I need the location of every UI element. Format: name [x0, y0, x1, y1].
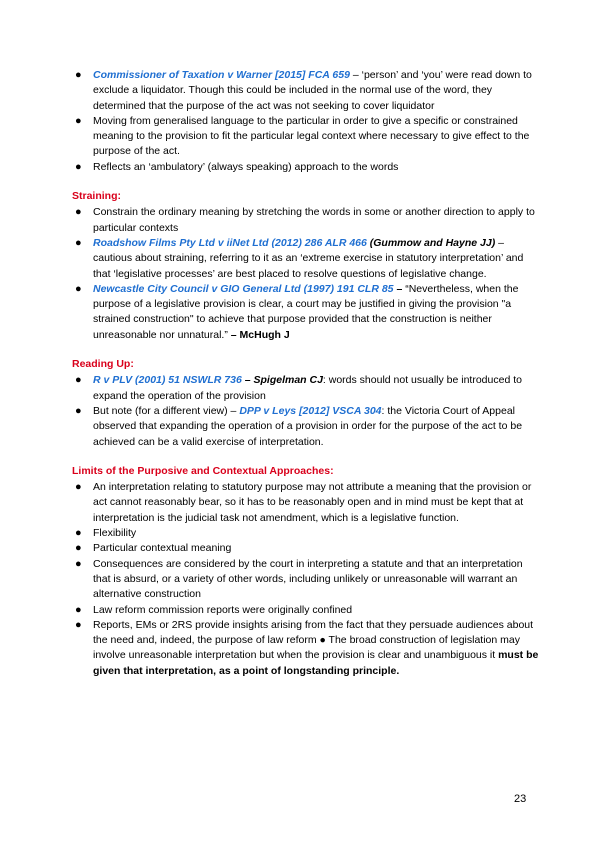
bullet-icon: ●: [75, 160, 82, 173]
dash-separator: –: [393, 282, 406, 295]
item-text: – ‘person’ and ‘you’ were read down to exclude a liquidator. Though this could be included in the normal use of the word, they determined that the purpose of the act was not seeking to cover liquidator: [93, 69, 532, 112]
bullet-icon: ●: [75, 603, 82, 616]
item-text: Reflects an ‘ambulatory’ (always speaking) approach to the words: [93, 160, 399, 173]
list-item: [72, 618, 540, 679]
bullet-icon: ●: [75, 542, 82, 555]
item-text: But note (for a different view) –: [93, 404, 240, 417]
bullet-icon: ●: [75, 114, 82, 127]
item-text: : words should not usually be introduced to expand the operation of the provision: [93, 374, 522, 402]
item-text: Flexibility: [93, 527, 137, 540]
list-item: [72, 114, 540, 160]
list-item: [72, 236, 540, 282]
case-citation: R v PLV (2001) 51 NSWLR 736: [93, 374, 242, 387]
judge-label: – McHugh J: [227, 328, 290, 341]
list-item: [72, 160, 540, 175]
bullet-icon: ●: [75, 557, 82, 570]
list-item: [72, 557, 540, 603]
item-text: Particular contextual meaning: [93, 542, 232, 555]
section-heading-limits: Limits of the Purposive and Contextual Approaches:: [72, 464, 334, 477]
bold-emphasis: must be given that interpretation, as a point of longstanding principle.: [93, 649, 539, 677]
judge-label: – Spigelman CJ: [241, 374, 323, 387]
bullet-list-reading-up: [72, 373, 540, 449]
judges-label: (Gummow and Hayne JJ): [366, 236, 496, 249]
list-item: [72, 526, 540, 541]
section-heading-straining: Straining:: [72, 190, 121, 203]
list-item: [72, 282, 540, 343]
bullet-list-limits: [72, 480, 540, 679]
list-item: [72, 541, 540, 556]
bullet-icon: ●: [75, 527, 82, 540]
page-number: 23: [514, 793, 527, 805]
case-citation: Roadshow Films Pty Ltd v iiNet Ltd (2012) 286 ALR 466: [93, 236, 367, 249]
list-item: [72, 373, 540, 404]
case-citation: Commissioner of Taxation v Warner [2015] FCA 659: [93, 69, 350, 81]
bullet-icon: ●: [75, 282, 82, 295]
bullet-icon: ●: [75, 69, 82, 81]
quote-text: “Nevertheless, when the purpose of a legislative provision is clear, a court may be justified in giving the provision "a strained construction" to achieve that purpose provided that the construction is neither unreasonable nor unnatural.”: [93, 282, 519, 341]
item-text: Moving from generalised language to the particular in order to give a specific or constrained meaning to the provision to fit the particular legal context where necessary to give effect to the purpose of the act.: [93, 114, 530, 158]
bullet-icon: ●: [75, 618, 82, 631]
item-text: : the Victoria Court of Appeal observed that expanding the operation of a provision in order for the purpose of the act to be achieved can be a valid exercise of interpretation.: [93, 404, 523, 448]
list-item: [72, 68, 540, 114]
item-text: Reports, EMs or 2RS provide insights arising from the fact that they persuade audiences about the need and, indeed, the purpose of law reform ● The broad construction of legislation may involve unreasonable interpretation but when the provision is clear and unambiguous it: [93, 618, 534, 662]
bullet-icon: ●: [75, 404, 82, 417]
bullet-icon: ●: [75, 206, 82, 219]
item-text: Consequences are considered by the court in interpreting a statute and that an interpretation that is absurd, or a variety of other words, including unlikely or unreasonable will warrant an alternative construction: [93, 557, 523, 601]
bullet-list-intro: [72, 68, 540, 175]
case-citation: Newcastle City Council v GIO General Ltd (1997) 191 CLR 85: [93, 282, 394, 295]
bullet-list-straining: [72, 205, 540, 343]
list-item: [72, 205, 540, 236]
item-text: – cautious about straining, referring to it as an ‘extreme exercise in statutory interpretation’ and that ‘legislative processes’ are best placed to resolve questions of legislative change.: [93, 236, 524, 280]
bullet-icon: ●: [75, 481, 82, 494]
item-text: Constrain the ordinary meaning by stretching the words in some or another direction to apply to particular contexts: [93, 206, 535, 234]
list-item: [72, 404, 540, 450]
section-heading-reading-up: Reading Up:: [72, 358, 134, 371]
list-item: [72, 603, 540, 618]
item-text: An interpretation relating to statutory purpose may not attribute a meaning that the provision or act cannot reasonably bear, so it has to be reasonably open and in mind must be kept that at interpretation is the judicial task not amendment, which is a legislative function.: [93, 481, 532, 524]
list-item: [72, 480, 540, 526]
bullet-icon: ●: [75, 374, 82, 387]
page-content: [72, 68, 540, 679]
case-citation: DPP v Leys [2012] VSCA 304: [239, 404, 382, 417]
bullet-icon: ●: [75, 236, 82, 249]
item-text: Law reform commission reports were originally confined: [93, 603, 353, 616]
